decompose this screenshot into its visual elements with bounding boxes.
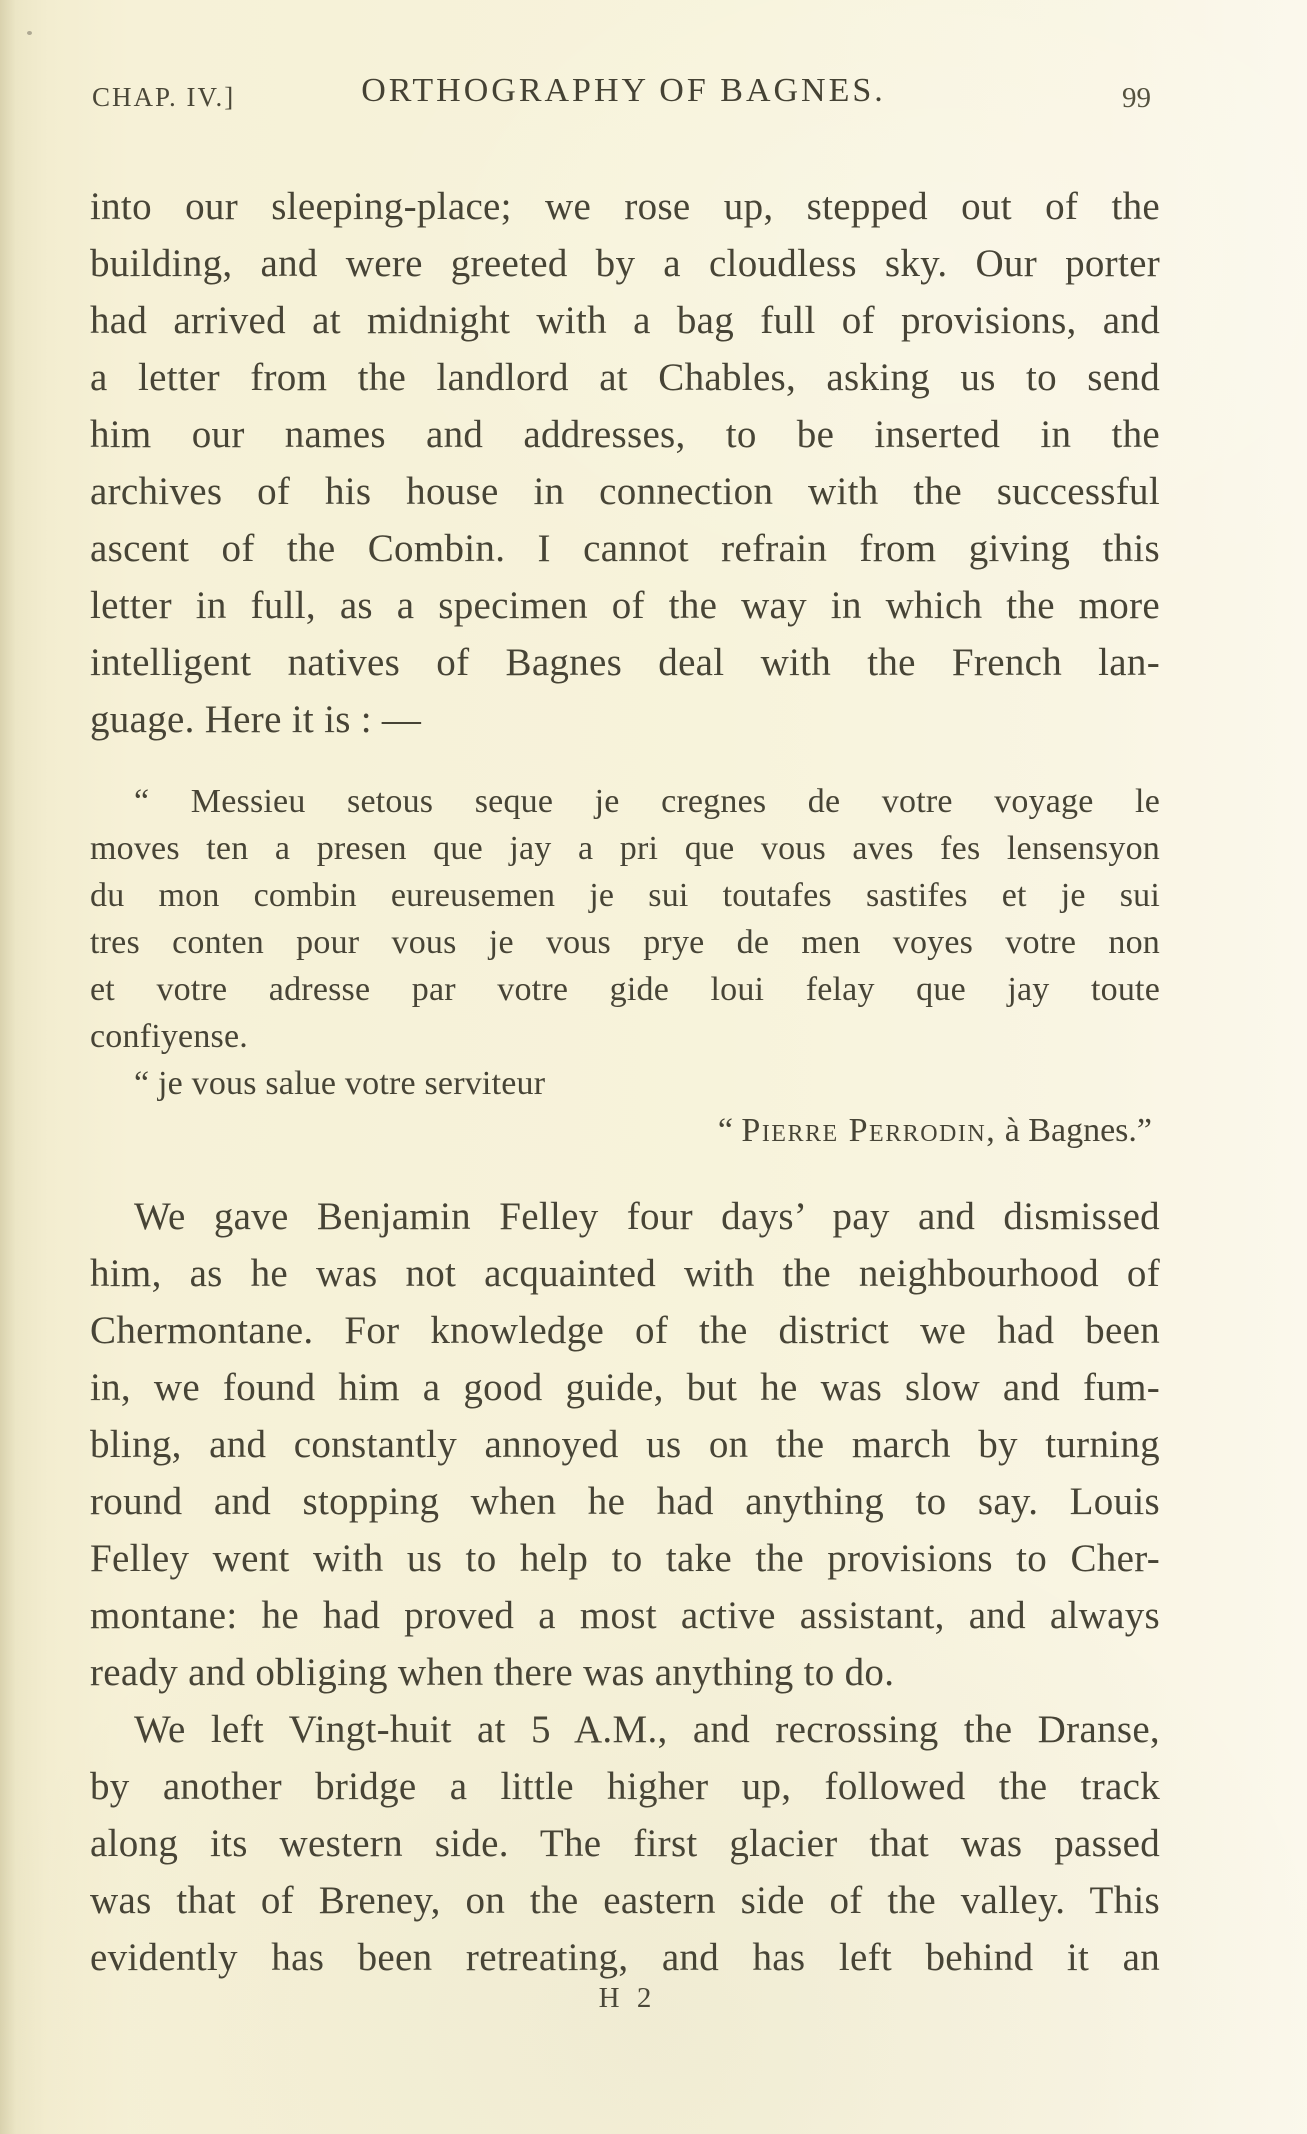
chapter-label: CHAP. IV.]: [92, 82, 236, 112]
text-line: “ je vous salue votre serviteur: [134, 1065, 546, 1102]
text-line: archives of his house in connection with the successful: [90, 470, 1160, 513]
text-line: was that of Breney, on the eastern side of the valley. This: [90, 1879, 1160, 1922]
quoted-letter-salutation: [90, 1060, 1160, 1107]
text-line: letter in full, as a specimen of the way in which the more: [90, 584, 1160, 627]
text-line: building, and were greeted by a cloudless sky. Our porter: [90, 242, 1160, 285]
text-line: We left Vingt-huit at 5 A.M., and recrossing the Dranse,: [134, 1708, 1160, 1751]
signature-place: à Bagnes.”: [996, 1112, 1152, 1149]
text-line: guage. Here it is : —: [90, 698, 422, 741]
closing-paragraph: [90, 1701, 1160, 1986]
text-line: ready and obliging when there was anything to do.: [90, 1651, 895, 1694]
text-line: into our sleeping-place; we rose up, stepped out of the: [90, 185, 1160, 228]
text-line: Chermontane. For knowledge of the district we had been: [90, 1309, 1160, 1352]
text-line: We gave Benjamin Felley four days’ pay and dismissed: [134, 1195, 1160, 1238]
text-line: “ Messieu setous seque je cregnes de votre voyage le: [134, 783, 1160, 820]
text-line: du mon combin eureusemen je sui toutafes sastifes et je sui: [90, 877, 1160, 914]
text-line: bling, and constantly annoyed us on the march by turning: [90, 1423, 1160, 1466]
text-line: Felley went with us to help to take the provisions to Cher-: [90, 1537, 1160, 1580]
page-number: 99: [1122, 82, 1151, 114]
text-line: had arrived at midnight with a bag full of provisions, and: [90, 299, 1160, 342]
letter-signature: [90, 1107, 1160, 1154]
text-line: moves ten a presen que jay a pri que vous aves fes lensensyon: [90, 830, 1160, 867]
text-line: in, we found him a good guide, but he was slow and fum-: [90, 1366, 1160, 1409]
text-line: along its western side. The first glacier that was passed: [90, 1822, 1160, 1865]
felley-paragraph: [90, 1188, 1160, 1701]
quoted-letter-body: [90, 778, 1160, 1060]
text-line: round and stopping when he had anything to say. Louis: [90, 1480, 1160, 1523]
text-line: him our names and addresses, to be inserted in the: [90, 413, 1160, 456]
running-head: [92, 72, 1155, 118]
text-line: by another bridge a little higher up, followed the track: [90, 1765, 1160, 1808]
signature-open-quote: “: [717, 1112, 742, 1149]
text-line: intelligent natives of Bagnes deal with the French lan-: [90, 641, 1160, 684]
paper-speck: [27, 31, 32, 35]
signature-name: Pierre Perrodin,: [741, 1112, 997, 1149]
text-line: a letter from the landlord at Chables, asking us to send: [90, 356, 1160, 399]
text-line: et votre adresse par votre gide loui felay que jay toute: [90, 971, 1160, 1008]
text-line: montane: he had proved a most active assistant, and always: [90, 1594, 1160, 1637]
page-footer: [90, 1982, 1160, 2015]
text-block: [90, 178, 1160, 1986]
opening-paragraph: [90, 178, 1160, 748]
running-title: ORTHOGRAPHY OF BAGNES.: [361, 72, 886, 109]
printer-signature-mark: H 2: [598, 1982, 652, 2014]
text-line: confiyense.: [90, 1018, 248, 1055]
text-line: him, as he was not acquainted with the neighbourhood of: [90, 1252, 1160, 1295]
text-line: tres conten pour vous je vous prye de men voyes votre non: [90, 924, 1160, 961]
text-line: evidently has been retreating, and has left behind it an: [90, 1936, 1160, 1979]
text-line: ascent of the Combin. I cannot refrain from giving this: [90, 527, 1160, 570]
